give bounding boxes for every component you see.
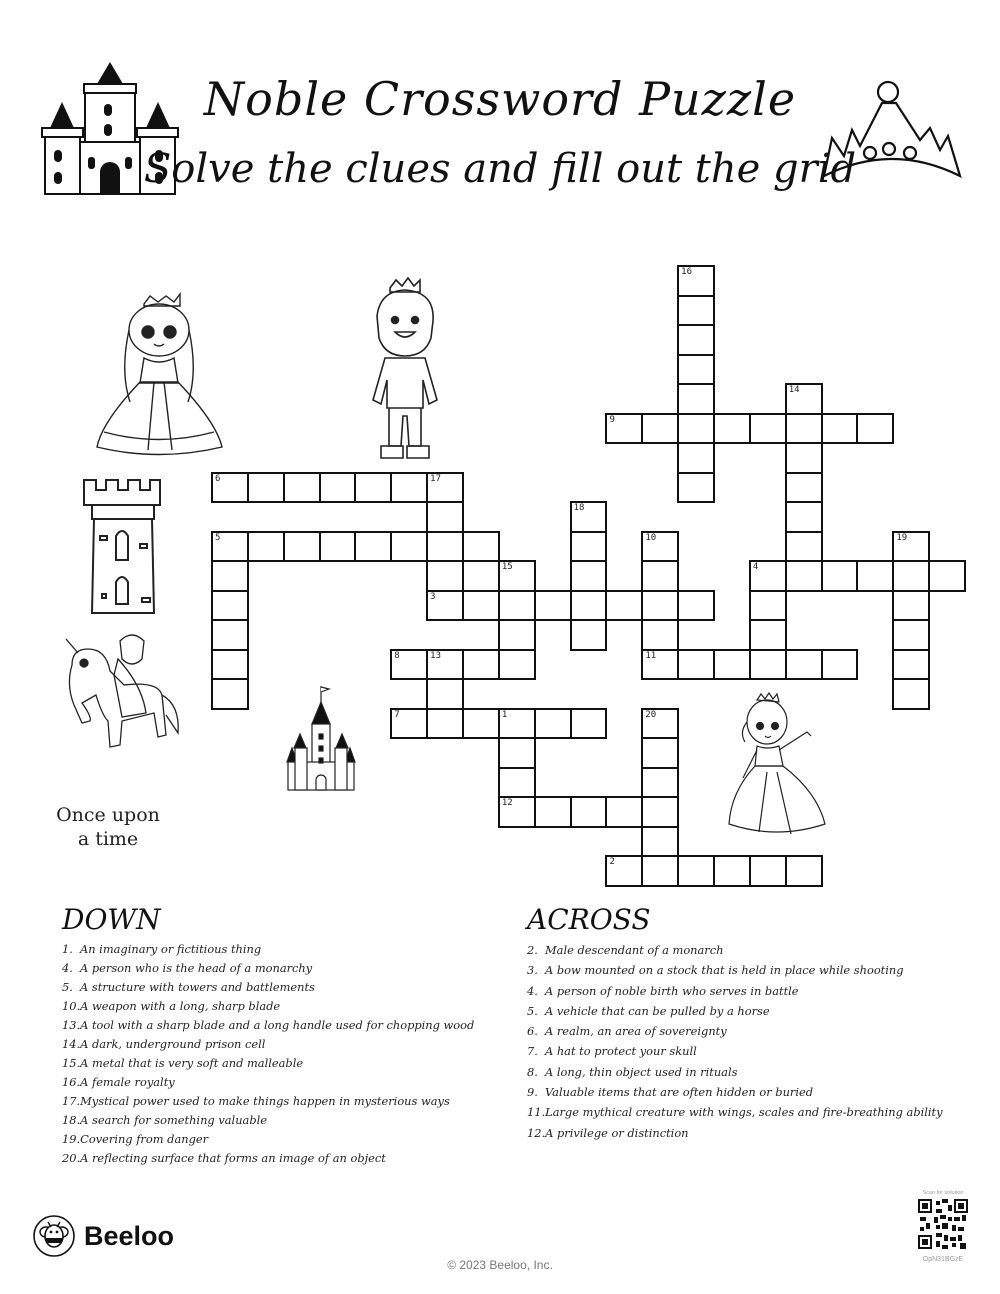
grid-cell[interactable] [641,560,679,592]
grid-cell[interactable] [570,590,608,622]
clue-number-label: 9. [527,1085,538,1100]
grid-cell[interactable] [319,472,357,504]
clue-number: 11 [645,650,657,661]
grid-cell[interactable] [677,472,715,504]
grid-cell[interactable] [892,590,930,622]
down-clues-section [62,903,502,1168]
grid-cell[interactable] [892,619,930,651]
grid-cell[interactable] [821,413,859,445]
clue-number-label: 6. [527,1024,538,1039]
grid-cell[interactable] [641,413,679,445]
across-clue-item [527,940,967,960]
grid-cell[interactable] [426,472,464,504]
grid-cell[interactable] [785,531,823,563]
grid-cell[interactable] [354,531,392,563]
grid-cell[interactable] [426,501,464,533]
grid-cell[interactable] [892,649,930,681]
grid-cell[interactable] [319,531,357,563]
grid-cell[interactable] [749,413,787,445]
grid-cell[interactable] [211,649,249,681]
qr-code-icon[interactable] [918,1199,968,1249]
qr-code-id: OpN31BGzE [922,1256,964,1263]
grid-cell[interactable] [498,649,536,681]
clue-text: A search for something valuable [80,1113,267,1127]
grid-cell[interactable] [283,531,321,563]
down-clue-item [62,959,502,978]
grid-cell[interactable] [677,590,715,622]
grid-cell[interactable] [641,649,679,681]
clue-number-label: 14. [62,1037,81,1051]
down-clue-list [62,940,502,1168]
grid-cell[interactable] [785,649,823,681]
clue-number-label: 7. [527,1044,538,1059]
clue-number-label: 2. [527,943,538,957]
clue-number: 19 [896,532,908,543]
clue-number: 4 [752,562,759,572]
clue-number-label: 16. [62,1075,81,1089]
clue-text: A person who is the head of a monarchy [80,961,313,975]
across-clue-item [527,1062,967,1082]
grid-cell[interactable] [677,324,715,356]
grid-cell[interactable] [785,442,823,474]
grid-cell[interactable] [498,619,536,651]
grid-cell[interactable] [498,708,536,740]
grid-cell[interactable] [749,619,787,651]
grid-cell[interactable] [462,708,500,740]
clue-number: 16 [681,267,693,277]
grid-cell[interactable] [928,560,966,592]
grid-cell[interactable] [390,531,428,563]
across-clue-item [527,960,967,980]
down-clue-item [62,1073,502,1092]
grid-cell[interactable] [534,708,572,740]
grid-cell[interactable] [605,590,643,622]
clue-number: 20 [645,709,657,720]
across-heading: ACROSS [527,903,651,936]
clue-text: A realm, an area of sovereignty [545,1024,727,1039]
grid-cell[interactable] [462,590,500,622]
clue-number-label: 3. [527,963,538,978]
clue-number: 17 [430,473,441,484]
grid-cell[interactable] [677,442,715,474]
across-clue-item [527,1001,967,1021]
clue-number-label: 18. [62,1113,81,1127]
grid-cell[interactable] [785,383,823,415]
clue-number-label: 20. [62,1151,81,1165]
grid-cell[interactable] [641,767,679,799]
bee-icon [32,1214,76,1258]
grid-cell[interactable] [749,649,787,681]
grid-cell[interactable] [749,590,787,622]
clue-text: Large mythical creature with wings, scales and fire-breathing ability [545,1105,943,1120]
grid-cell[interactable] [354,472,392,504]
clue-text: Covering from danger [80,1132,209,1146]
across-clue-item [527,981,967,1001]
across-clues-section [527,903,967,1143]
grid-cell[interactable] [462,531,500,563]
clue-number-label: 1. [62,942,73,956]
grid-cell[interactable] [247,472,285,504]
grid-cell[interactable] [498,560,536,592]
grid-cell[interactable] [390,708,428,740]
grid-cell[interactable] [641,796,679,828]
grid-cell[interactable] [641,855,679,887]
grid-cell[interactable] [211,619,249,651]
across-clue-item [527,1082,967,1102]
across-clue-item [527,1041,967,1061]
clue-number: 5 [215,532,221,543]
page-title: Noble Crossword Puzzle [203,72,797,126]
grid-cell[interactable] [426,531,464,563]
grid-cell[interactable] [426,678,464,710]
clue-number-label: 5. [527,1003,538,1018]
clue-number-label: 12. [527,1125,546,1140]
clue-number: 12 [501,798,513,808]
down-clue-item [62,978,502,997]
clue-number-label: 4. [527,983,538,998]
clue-number-label: 8. [527,1064,538,1079]
grid-cell[interactable] [749,855,787,887]
grid-cell[interactable] [677,265,715,297]
clue-number: 15 [501,562,513,572]
clue-number: 1 [501,709,508,720]
grid-cell[interactable] [283,472,321,504]
grid-cell[interactable] [785,855,823,887]
grid-cell[interactable] [856,413,894,445]
clue-text: Male descendant of a monarch [545,943,724,957]
across-clue-list [527,940,967,1143]
grid-cell[interactable] [785,413,823,445]
grid-cell[interactable] [570,796,608,828]
caption-line-1: Once upon [56,804,160,826]
clue-text: Mystical power used to make things happen in mysterious ways [80,1094,450,1108]
grid-cell[interactable] [677,649,715,681]
clue-text: A reflecting surface that forms an image of an object [80,1151,386,1165]
clue-number-label: 4. [62,961,73,975]
grid-cell[interactable] [534,796,572,828]
grid-cell[interactable] [211,472,249,504]
grid-cell[interactable] [856,560,894,592]
grid-cell[interactable] [821,649,859,681]
down-clue-item [62,1092,502,1111]
beeloo-logo [32,1214,174,1258]
clue-text: A bow mounted on a stock that is held in place while shooting [545,963,904,978]
down-clue-item [62,1149,502,1168]
clue-text: A person of noble birth who serves in battle [545,983,799,998]
grid-cell[interactable] [749,560,787,592]
clue-number-label: 11. [527,1105,546,1120]
qr-label: Scan for solution [922,1190,964,1196]
grid-cell[interactable] [677,855,715,887]
grid-cell[interactable] [785,560,823,592]
clue-number: 2 [609,857,615,867]
clue-number: 13 [430,650,441,661]
clue-text: A weapon with a long, sharp blade [80,999,281,1013]
grid-cell[interactable] [534,590,572,622]
grid-cell[interactable] [498,737,536,769]
grid-cell[interactable] [677,413,715,445]
grid-cell[interactable] [426,560,464,592]
grid-cell[interactable] [211,560,249,592]
grid-cell[interactable] [247,531,285,563]
clue-text: A privilege or distinction [545,1125,689,1140]
grid-cell[interactable] [605,413,643,445]
clue-number: 10 [645,532,657,543]
grid-cell[interactable] [570,531,608,563]
grid-cell[interactable] [211,590,249,622]
clue-number-label: 10. [62,999,81,1013]
grid-cell[interactable] [605,796,643,828]
copyright-text: © 2023 Beeloo, Inc. [447,1258,553,1272]
page-subtitle: Solve the clues and fill out the grid [143,146,857,192]
grid-cell[interactable] [641,590,679,622]
clue-number: 9 [609,414,615,425]
grid-cell[interactable] [211,531,249,563]
caption-line-2: a time [77,828,139,850]
grid-cell[interactable] [641,708,679,740]
across-clue-item [527,1102,967,1122]
clue-number-label: 17. [62,1094,81,1108]
grid-cell[interactable] [641,826,679,858]
down-clue-item [62,997,502,1016]
clue-text: A tool with a sharp blade and a long handle used for chopping wood [80,1018,475,1032]
solution-qr-block[interactable] [913,1190,973,1263]
grid-cell[interactable] [641,531,679,563]
clue-text: A vehicle that can be pulled by a horse [545,1003,770,1018]
clue-text: A structure with towers and battlements [80,980,315,994]
brand-name: Beeloo [84,1220,175,1251]
grid-cell[interactable] [641,737,679,769]
grid-cell[interactable] [892,531,930,563]
grid-cell[interactable] [390,649,428,681]
grid-cell[interactable] [677,295,715,327]
grid-cell[interactable] [462,649,500,681]
grid-cell[interactable] [498,590,536,622]
clue-number-label: 15. [62,1056,81,1070]
grid-cell[interactable] [426,590,464,622]
grid-cell[interactable] [713,413,751,445]
grid-cell[interactable] [821,560,859,592]
grid-cell[interactable] [605,855,643,887]
clue-number: 8 [394,650,400,661]
down-clue-item [62,1054,502,1073]
across-clue-item [527,1123,967,1143]
grid-cell[interactable] [498,796,536,828]
clue-text: A metal that is very soft and malleable [80,1056,304,1070]
grid-cell[interactable] [462,560,500,592]
grid-cell[interactable] [426,649,464,681]
grid-cell[interactable] [677,383,715,415]
clue-number: 18 [573,503,585,513]
clue-number-label: 5. [62,980,73,994]
grid-cell[interactable] [785,472,823,504]
clue-number: 3 [430,591,436,602]
grid-cell[interactable] [426,708,464,740]
clue-text: Valuable items that are often hidden or buried [545,1085,814,1100]
clue-text: A dark, underground prison cell [80,1037,266,1051]
grid-cell[interactable] [570,619,608,651]
grid-cell[interactable] [570,708,608,740]
grid-cell[interactable] [498,767,536,799]
clue-text: A female royalty [80,1075,175,1089]
grid-cell[interactable] [892,678,930,710]
grid-cell[interactable] [892,560,930,592]
grid-cell[interactable] [713,855,751,887]
grid-cell[interactable] [785,501,823,533]
down-clue-item [62,1130,502,1149]
clue-number: 6 [215,473,221,484]
grid-cell[interactable] [570,501,608,533]
down-heading: DOWN [62,903,161,936]
grid-cell[interactable] [570,560,608,592]
clue-number: 7 [394,709,400,720]
clue-number-label: 19. [62,1132,81,1146]
clue-text: An imaginary or fictitious thing [80,942,262,956]
clue-number: 14 [788,385,800,395]
clue-number-label: 13. [62,1018,81,1032]
down-clue-item [62,1016,502,1035]
across-clue-item [527,1021,967,1041]
grid-cell[interactable] [390,472,428,504]
grid-cell[interactable] [211,678,249,710]
clue-text: A long, thin object used in rituals [545,1064,738,1079]
grid-cell[interactable] [677,354,715,386]
down-clue-item [62,1111,502,1130]
down-clue-item [62,1035,502,1054]
clue-text: A hat to protect your skull [545,1044,697,1059]
grid-cell[interactable] [713,649,751,681]
down-clue-item [62,940,502,959]
grid-cell[interactable] [641,619,679,651]
